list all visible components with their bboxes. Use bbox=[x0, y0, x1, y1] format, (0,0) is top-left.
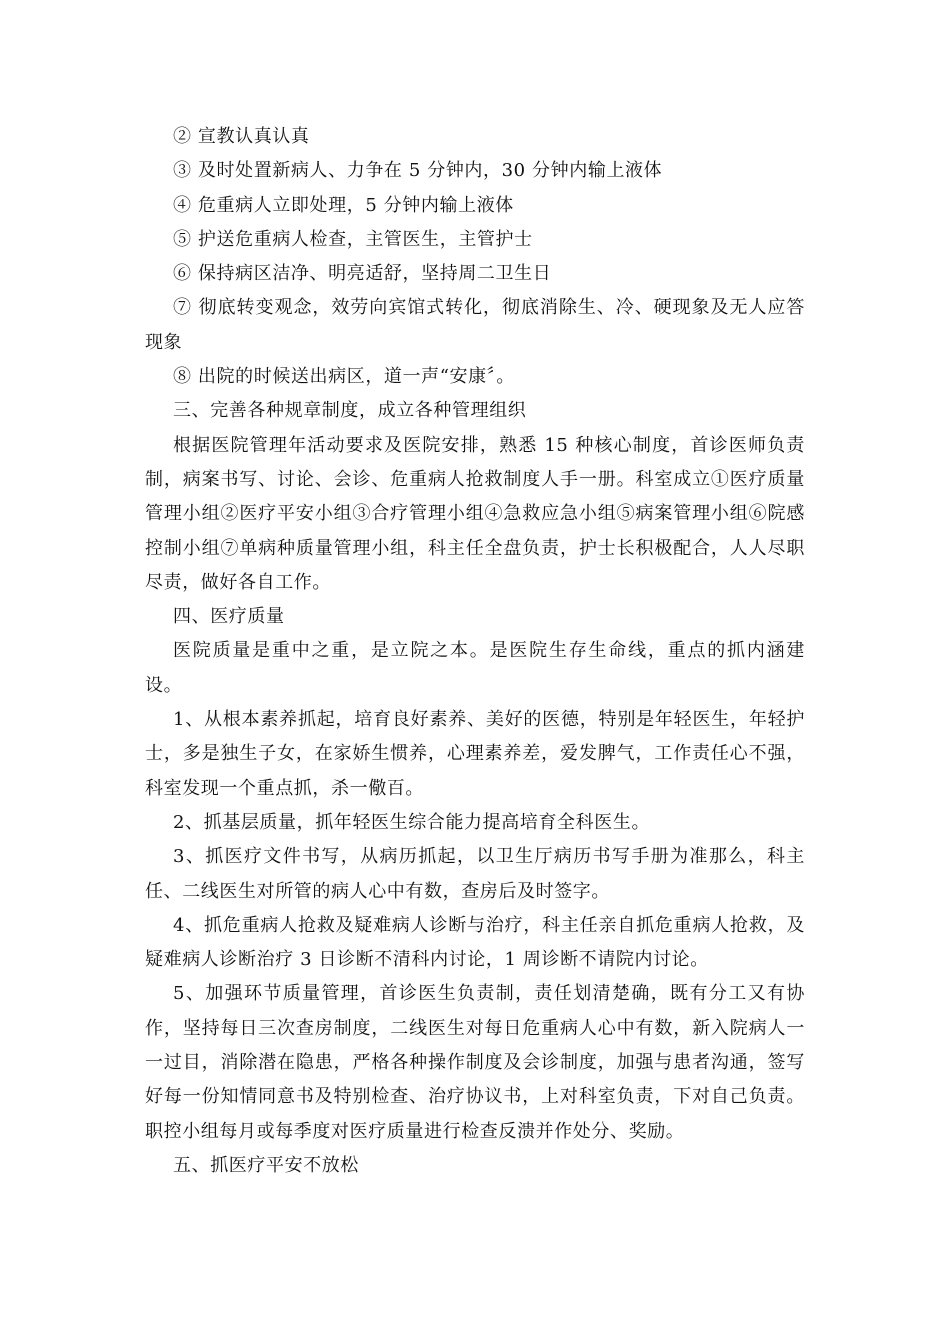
paragraph-point-5: 5、加强环节质量管理，首诊医生负责制，责任划清楚确，既有分工又有协作，坚持每日三次查房制度，二线医生对每日危重病人心中有数，新入院病人一一过目，消除潜在隐患，严格各种操作制度及会诊制度，加强与患者沟通，签写好每一份知情同意书及特别检查、治疗协议书，上对科室负责，下对自己负责。职控小组每月或每季度对医疗质量进行检查反溃并作处分、奖励。 bbox=[145, 983, 805, 1142]
list-item-8: ⑧ 出院的时候送出病区，道一声“安康〞。 bbox=[173, 366, 515, 388]
section-heading-4: 四、医疗质量 bbox=[173, 606, 285, 628]
document-body bbox=[145, 120, 805, 1183]
list-item-6: ⑥ 保持病区洁净、明亮适舒，坚持周二卫生日 bbox=[173, 263, 552, 285]
section-heading-3: 三、完善各种规章制度，成立各种管理组织 bbox=[173, 400, 527, 422]
paragraph-rules: 根据医院管理年活动要求及医院安排，熟悉 15 种核心制度，首诊医师负责制，病案书写、讨论、会诊、危重病人抢救制度人手一册。科室成立①医疗质量管理小组②医疗平安小组③合疗管理小组④急救应急小组⑤病案管理小组⑥院感控制小组⑦单病种质量管理小组，科主任全盘负责，护士长积极配合，人人尽职尽责，做好各自工作。 bbox=[145, 434, 805, 593]
section-heading-5: 五、抓医疗平安不放松 bbox=[173, 1154, 359, 1176]
paragraph-point-3: 3、抓医疗文件书写，从病历抓起，以卫生厅病历书写手册为准那么，科主任、二线医生对所管的病人心中有数，查房后及时签字。 bbox=[145, 846, 805, 902]
paragraph-point-1: 1、从根本素养抓起，培育良好素养、美好的医德，特别是年轻医生，年轻护士，多是独生子女，在家娇生惯养，心理素养差，爱发脾气，工作责任心不强，科室发现一个重点抓，杀一儆百。 bbox=[145, 709, 805, 799]
list-item-5: ⑤ 护送危重病人检查，主管医生，主管护士 bbox=[173, 228, 533, 250]
list-item-4: ④ 危重病人立即处理，5 分钟内输上液体 bbox=[173, 194, 514, 216]
paragraph-quality-intro: 医院质量是重中之重，是立院之本。是医院生存生命线，重点的抓内涵建设。 bbox=[145, 640, 805, 696]
list-item-7: ⑦ 彻底转变观念，效劳向宾馆式转化，彻底消除生、冷、硬现象及无人应答现象 bbox=[145, 297, 805, 353]
paragraph-point-2: 2、抓基层质量，抓年轻医生综合能力提高培育全科医生。 bbox=[173, 811, 651, 833]
paragraph-point-4: 4、抓危重病人抢救及疑难病人诊断与治疗，科主任亲自抓危重病人抢救，及疑难病人诊断治疗 3 日诊断不清科内讨论，1 周诊断不请院内讨论。 bbox=[145, 914, 805, 971]
list-item-3: ③ 及时处置新病人、力争在 5 分钟内，30 分钟内输上液体 bbox=[173, 160, 663, 182]
list-item-2: ② 宣教认真认真 bbox=[173, 126, 310, 147]
